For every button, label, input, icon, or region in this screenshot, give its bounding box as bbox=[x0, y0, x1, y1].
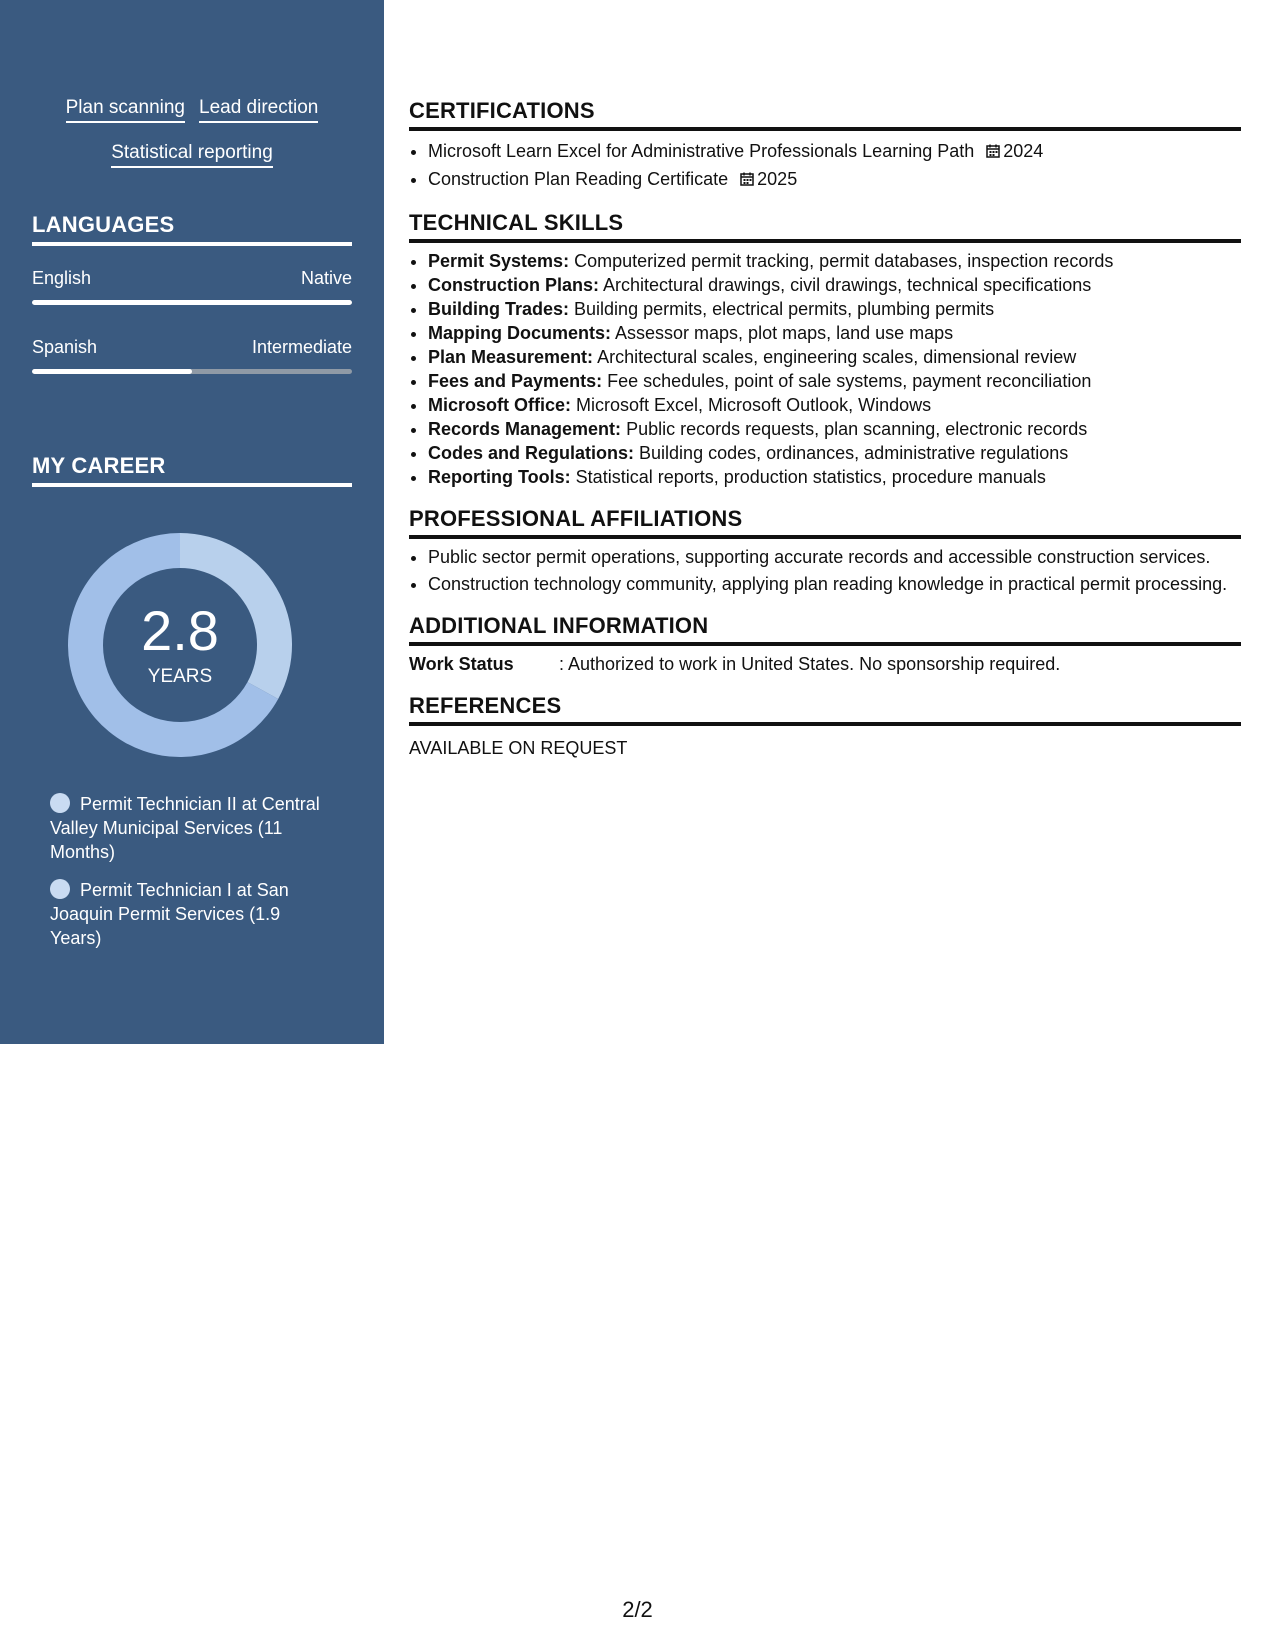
skill-text: Microsoft Excel, Microsoft Outlook, Windows bbox=[576, 395, 932, 415]
skill-text: Fee schedules, point of sale systems, payment reconciliation bbox=[607, 371, 1092, 391]
skill-label: Construction Plans: bbox=[428, 275, 600, 295]
skill-item bbox=[428, 345, 1241, 369]
references-heading: REFERENCES bbox=[409, 693, 1241, 726]
skill-item bbox=[428, 369, 1241, 393]
skill-label: Plan Measurement: bbox=[428, 347, 594, 367]
language-bar-spanish bbox=[32, 369, 352, 374]
skill-tags bbox=[0, 86, 384, 176]
career-item bbox=[50, 878, 320, 950]
language-level: Intermediate bbox=[251, 337, 352, 357]
career-item-text: Permit Technician II at Central Valley Municipal Services (11 Months) bbox=[50, 794, 320, 862]
skill-text: Public records requests, plan scanning, electronic records bbox=[626, 419, 1088, 439]
work-status-row bbox=[409, 652, 1241, 676]
skill-label: Fees and Payments: bbox=[428, 371, 603, 391]
affiliations-list bbox=[409, 545, 1241, 596]
career-item bbox=[50, 792, 320, 864]
certification-item bbox=[428, 165, 1241, 193]
certification-year: 2025 bbox=[757, 169, 798, 189]
calendar-icon bbox=[740, 172, 754, 186]
certification-item bbox=[428, 137, 1241, 165]
skill-label: Building Trades: bbox=[428, 299, 570, 319]
page-number: 2/2 bbox=[622, 1597, 653, 1622]
certification-name: Construction Plan Reading Certificate bbox=[428, 169, 729, 189]
career-donut-chart bbox=[65, 530, 295, 760]
technical-skills-heading: TECHNICAL SKILLS bbox=[409, 210, 1241, 243]
skill-label: Codes and Regulations: bbox=[428, 443, 635, 463]
work-status-value: : Authorized to work in United States. No sponsorship required. bbox=[559, 654, 1061, 674]
language-name: English bbox=[32, 268, 92, 288]
career-heading: MY CAREER bbox=[32, 453, 352, 487]
affiliation-item: • Construction technology community, applying plan reading knowledge in practical permit processing. bbox=[428, 572, 1241, 596]
additional-info-heading: ADDITIONAL INFORMATION bbox=[409, 613, 1241, 646]
bullet-dot-icon bbox=[50, 793, 70, 813]
skill-item bbox=[428, 465, 1241, 489]
affiliations-section bbox=[409, 506, 1241, 596]
skill-item bbox=[428, 273, 1241, 297]
references-section bbox=[409, 693, 1241, 760]
main-content bbox=[409, 98, 1241, 777]
additional-info-section bbox=[409, 613, 1241, 676]
language-bar-fill bbox=[32, 369, 192, 374]
skill-item bbox=[428, 297, 1241, 321]
career-list bbox=[50, 792, 320, 964]
calendar-icon bbox=[986, 144, 1000, 158]
skill-item bbox=[428, 249, 1241, 273]
bullet-dot-icon bbox=[50, 879, 70, 899]
skill-text: Assessor maps, plot maps, land use maps bbox=[615, 323, 954, 343]
skill-text: Architectural drawings, civil drawings, technical specifications bbox=[603, 275, 1092, 295]
work-status-label: Work Status bbox=[409, 654, 514, 674]
technical-skills-list bbox=[409, 249, 1241, 489]
certification-name: Microsoft Learn Excel for Administrative Professionals Learning Path bbox=[428, 141, 975, 161]
languages-heading: LANGUAGES bbox=[32, 212, 352, 246]
skill-text: Building permits, electrical permits, plumbing permits bbox=[574, 299, 995, 319]
affiliation-item: • Public sector permit operations, supporting accurate records and accessible construction services. bbox=[428, 545, 1241, 569]
references-text: AVAILABLE ON REQUEST bbox=[409, 738, 628, 758]
skill-label: Records Management: bbox=[428, 419, 622, 439]
skill-text: Statistical reports, production statistics, procedure manuals bbox=[575, 467, 1046, 487]
language-bar-english bbox=[32, 300, 352, 305]
career-total-unit: YEARS bbox=[147, 666, 213, 687]
skill-tag: Plan scanning bbox=[66, 96, 185, 123]
certifications-heading: CERTIFICATIONS bbox=[409, 98, 1241, 131]
skill-item bbox=[428, 417, 1241, 441]
language-name: Spanish bbox=[32, 337, 98, 357]
certifications-list bbox=[409, 137, 1241, 193]
language-level: Native bbox=[300, 268, 352, 288]
skill-label: Permit Systems: bbox=[428, 251, 570, 271]
sidebar bbox=[0, 0, 384, 1044]
technical-skills-section bbox=[409, 210, 1241, 489]
language-row-english bbox=[32, 268, 352, 289]
certification-year: 2024 bbox=[1003, 141, 1044, 161]
skill-label: Microsoft Office: bbox=[428, 395, 572, 415]
skill-text: Computerized permit tracking, permit databases, inspection records bbox=[574, 251, 1114, 271]
skill-tag: Statistical reporting bbox=[111, 141, 273, 168]
career-total-value: 2.8 bbox=[141, 599, 219, 662]
affiliations-heading: PROFESSIONAL AFFILIATIONS bbox=[409, 506, 1241, 539]
language-row-spanish bbox=[32, 337, 352, 358]
skill-item bbox=[428, 321, 1241, 345]
skill-label: Reporting Tools: bbox=[428, 467, 571, 487]
certifications-section bbox=[409, 98, 1241, 193]
skill-text: Architectural scales, engineering scales, dimensional review bbox=[597, 347, 1077, 367]
career-item-text: Permit Technician I at San Joaquin Permit Services (1.9 Years) bbox=[50, 880, 289, 948]
language-bar-fill bbox=[32, 300, 352, 305]
skill-tag: Lead direction bbox=[199, 96, 318, 123]
skill-item bbox=[428, 393, 1241, 417]
skill-item bbox=[428, 441, 1241, 465]
skill-text: Building codes, ordinances, administrative regulations bbox=[639, 443, 1069, 463]
skill-label: Mapping Documents: bbox=[428, 323, 611, 343]
